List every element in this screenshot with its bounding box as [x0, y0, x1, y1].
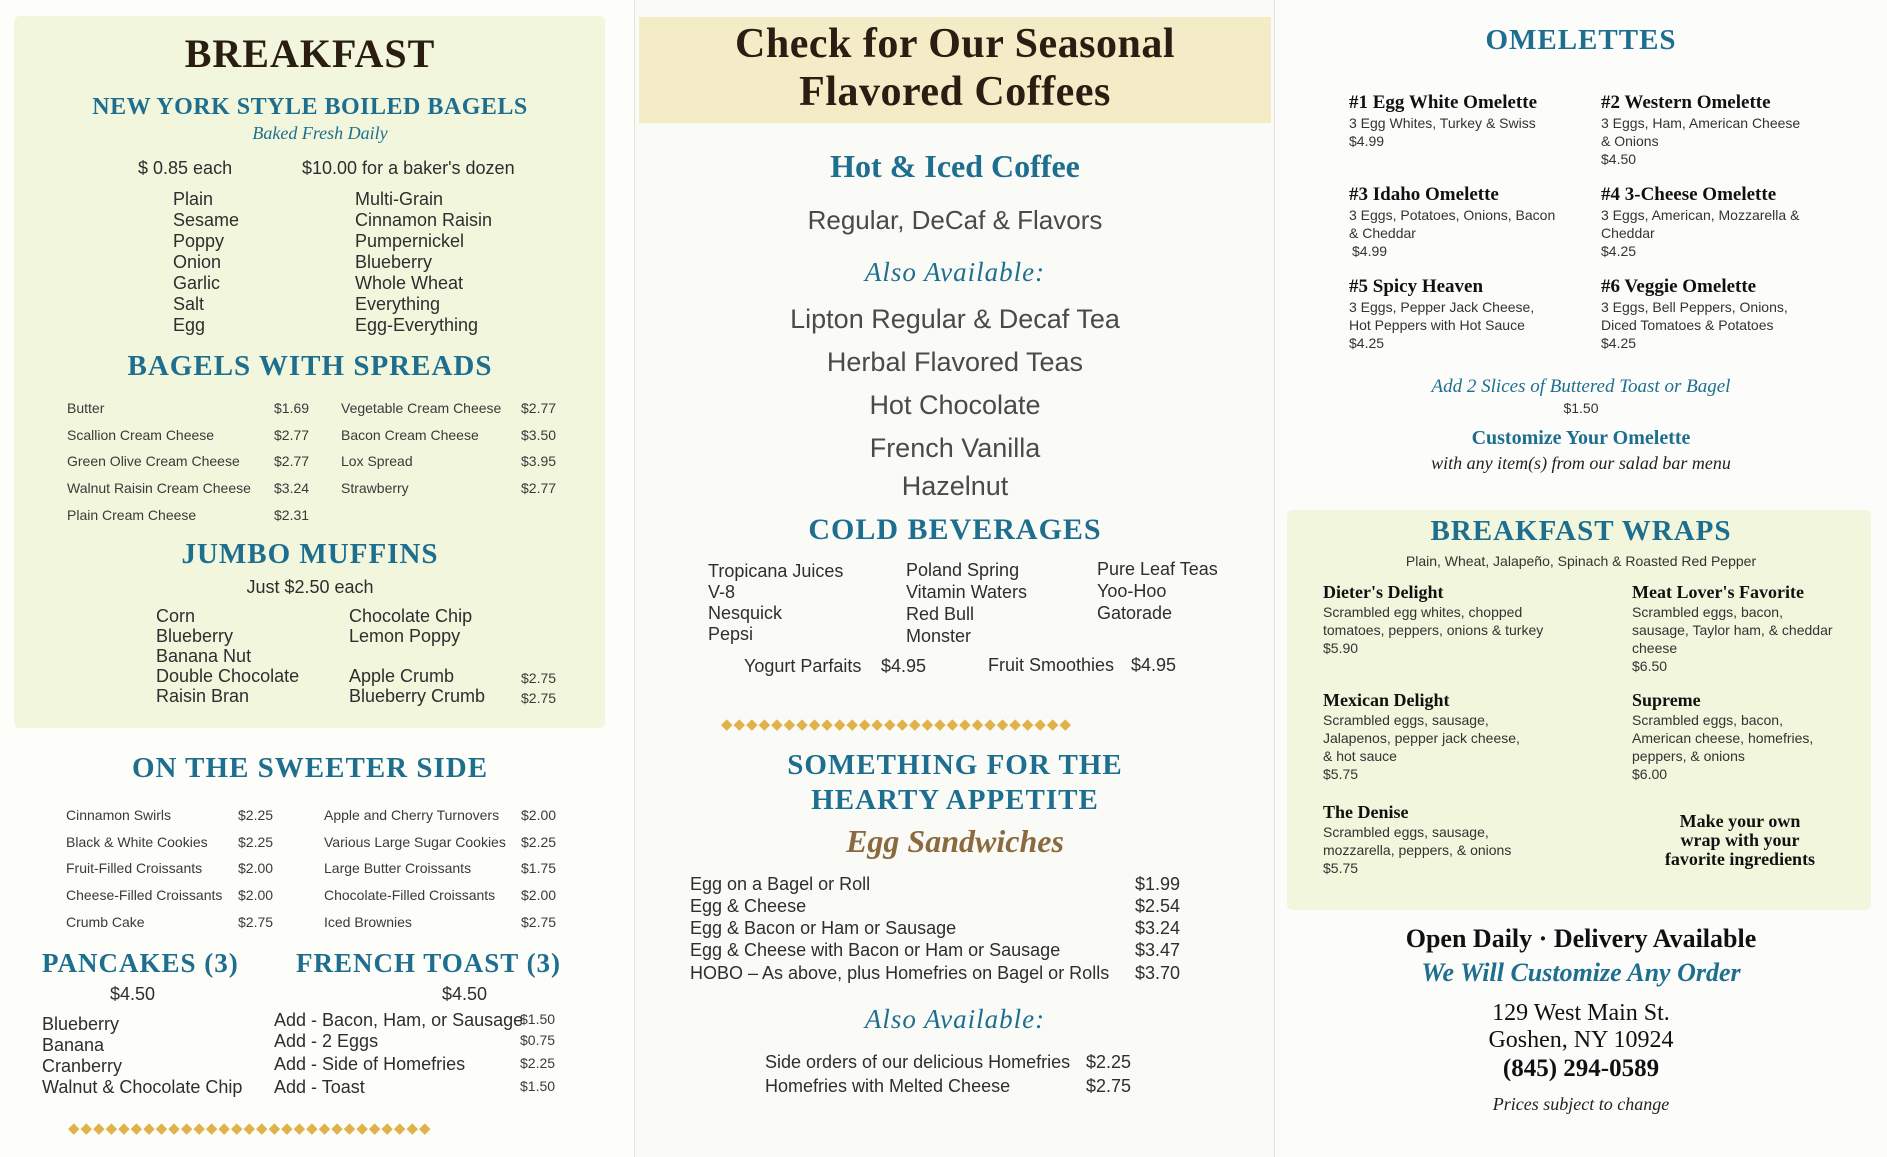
toast-addon-price: $1.50 — [1563, 400, 1599, 416]
menu-item-price: $1.99 — [1135, 874, 1181, 894]
menu-item-price: $2.25 — [1086, 1052, 1132, 1072]
menu-item-price: $2.75 — [1086, 1076, 1132, 1096]
menu-item-price: $2.77 — [521, 480, 557, 496]
list-item: Red Bull — [906, 604, 975, 624]
list-item: Hazelnut — [901, 471, 1009, 501]
wrap-price: $5.90 — [1323, 640, 1359, 656]
menu-item-price: $2.25 — [238, 834, 274, 850]
wrap-desc: American cheese, homefries, — [1632, 730, 1814, 746]
menu-item-name: Cinnamon Swirls — [66, 807, 172, 823]
omelette-item — [1601, 92, 1861, 168]
wrap-name: Dieter's Delight — [1323, 582, 1444, 602]
omelette-price: $4.25 — [1601, 243, 1637, 259]
also-available-heading-2: Also Available: — [864, 1004, 1046, 1034]
wrap-desc: Jalapenos, pepper jack cheese, — [1323, 730, 1520, 746]
menu-item-name: Fruit Smoothies — [988, 655, 1115, 675]
cold-list-1 — [708, 561, 843, 645]
heading-line: HEARTY APPETITE — [811, 784, 1099, 816]
make-own-line: favorite ingredients — [1664, 849, 1816, 869]
menu-item-price: $2.00 — [238, 860, 274, 876]
menu-item-name: Vegetable Cream Cheese — [341, 400, 502, 416]
menu-item-name: Side orders of our delicious Homefries — [765, 1052, 1071, 1072]
list-item: Lipton Regular & Decaf Tea — [790, 304, 1120, 334]
wrap-desc: cheese — [1632, 640, 1678, 656]
omelettes-heading: OMELETTES — [1485, 24, 1677, 56]
omelette-desc: & Onions — [1601, 133, 1659, 149]
menu-item-price: $4.95 — [881, 656, 927, 676]
wrap-name: Supreme — [1632, 690, 1701, 710]
list-item: Gatorade — [1097, 603, 1173, 623]
list-item: Walnut & Chocolate Chip — [42, 1077, 243, 1097]
menu-item-name: Large Butter Croissants — [324, 860, 472, 876]
list-item: Pumpernickel — [355, 231, 465, 251]
menu-item-name: Green Olive Cream Cheese — [67, 453, 240, 469]
list-item: Poland Spring — [906, 560, 1020, 580]
wrap-item — [1323, 582, 1583, 657]
coffee-heading: Hot & Iced Coffee — [830, 148, 1080, 184]
wrap-price: $6.50 — [1632, 658, 1668, 674]
address-line-2: Goshen, NY 10924 — [1488, 1027, 1674, 1053]
also-available-heading: Also Available: — [864, 257, 1046, 287]
banner-line: Check for Our Seasonal — [735, 21, 1175, 67]
omelette-name: #5 Spicy Heaven — [1349, 276, 1484, 297]
pancakes-heading: PANCAKES (3) — [42, 948, 239, 978]
omelette-name: #4 3-Cheese Omelette — [1601, 184, 1777, 205]
wrap-desc: Scrambled eggs, sausage, — [1323, 712, 1489, 728]
wrap-types: Plain, Wheat, Jalapeño, Spinach & Roasted Red Pepper — [1405, 553, 1757, 569]
menu-item-name: Egg & Cheese — [690, 896, 807, 916]
menu-item-price: $2.25 — [238, 807, 274, 823]
list-item: Corn — [156, 606, 196, 626]
omelette-item — [1601, 184, 1861, 260]
bagel-price-dozen: $10.00 for a baker's dozen — [302, 158, 515, 178]
menu-item-name: Fruit-Filled Croissants — [66, 860, 203, 876]
menu-item-name: Add - 2 Eggs — [274, 1031, 379, 1051]
menu-item-name: Crumb Cake — [66, 914, 145, 930]
list-item: Pure Leaf Teas — [1097, 559, 1218, 579]
menu-item-name: Plain Cream Cheese — [67, 507, 197, 523]
menu-item-price: $2.54 — [1135, 896, 1181, 916]
customize-omelette: Customize Your Omelette — [1471, 427, 1691, 449]
list-item: Garlic — [173, 273, 221, 293]
wrap-desc: peppers, & onions — [1632, 748, 1745, 764]
menu-item-price: $2.75 — [521, 914, 557, 930]
menu-item-name: Black & White Cookies — [66, 834, 208, 850]
hearty-heading — [635, 748, 1275, 818]
omelette-desc: 3 Eggs, Ham, American Cheese — [1601, 115, 1801, 131]
menu-item-name: Chocolate-Filled Croissants — [324, 887, 496, 903]
menu-item-price: $4.95 — [1131, 655, 1177, 675]
omelette-desc: Cheddar — [1601, 225, 1655, 241]
list-item: Chocolate Chip — [349, 606, 473, 626]
omelette-desc: 3 Egg Whites, Turkey & Swiss — [1349, 115, 1536, 131]
open-daily: Open Daily · Delivery Available — [1405, 924, 1757, 953]
menu-item-name: Strawberry — [341, 480, 409, 496]
bagel-list-2 — [355, 189, 492, 336]
list-item: Cinnamon Raisin — [355, 210, 493, 230]
list-item: Blueberry — [355, 252, 433, 272]
list-item: Egg-Everything — [355, 315, 479, 335]
menu-item-name: Apple and Cherry Turnovers — [324, 807, 500, 823]
list-item: Banana — [42, 1035, 105, 1055]
omelette-desc: 3 Eggs, Bell Peppers, Onions, — [1601, 299, 1788, 315]
menu-item-price: $2.75 — [521, 690, 557, 706]
wrap-price: $5.75 — [1323, 860, 1359, 876]
list-item: Tropicana Juices — [708, 561, 844, 581]
diamond-divider: ◆◆◆◆◆◆◆◆◆◆◆◆◆◆◆◆◆◆◆◆◆◆◆◆◆◆◆◆ — [721, 716, 1072, 733]
wrap-name: Meat Lover's Favorite — [1632, 582, 1804, 602]
menu-item-name: Scallion Cream Cheese — [67, 427, 215, 443]
wrap-item — [1323, 690, 1583, 783]
menu-item-price: $3.50 — [521, 427, 557, 443]
omelette-price: $4.99 — [1352, 243, 1388, 259]
menu-item-price: $2.75 — [521, 670, 557, 686]
menu-item-price: $0.75 — [520, 1032, 556, 1048]
omelette-item — [1349, 184, 1589, 260]
menu-item-price: $2.00 — [521, 807, 557, 823]
wrap-item — [1632, 690, 1872, 783]
list-item: Blueberry — [156, 626, 234, 646]
spreads-heading: BAGELS WITH SPREADS — [127, 350, 493, 382]
omelettes-panel — [1275, 0, 1887, 1157]
toast-addon: Add 2 Slices of Buttered Toast or Bagel — [1431, 376, 1731, 397]
menu-item-price: $1.69 — [274, 400, 310, 416]
wrap-desc: sausage, Taylor ham, & cheddar — [1632, 622, 1833, 638]
seasonal-banner-text — [639, 20, 1271, 116]
wrap-item — [1323, 802, 1583, 877]
wrap-desc: Scrambled egg whites, chopped — [1323, 604, 1523, 620]
breakfast-title: BREAKFAST — [184, 31, 436, 76]
menu-item-name: Iced Brownies — [324, 914, 412, 930]
list-item: Onion — [173, 252, 222, 272]
coffee-line: Regular, DeCaf & Flavors — [807, 205, 1103, 235]
menu-item-name: Yogurt Parfaits — [744, 656, 862, 676]
menu-item-price: $1.75 — [521, 860, 557, 876]
list-item: Multi-Grain — [355, 189, 444, 209]
french-toast-price: $4.50 — [442, 984, 488, 1004]
list-item: Blueberry Crumb — [349, 686, 486, 706]
menu-item-price: $3.70 — [1135, 963, 1181, 983]
list-item: Yoo-Hoo — [1097, 581, 1167, 601]
menu-item-name: Various Large Sugar Cookies — [324, 834, 506, 850]
list-item: Monster — [906, 626, 972, 646]
menu-item-name: Egg on a Bagel or Roll — [690, 874, 871, 894]
pancakes-price: $4.50 — [110, 984, 156, 1004]
cold-list-2 — [906, 559, 1027, 647]
menu-item-name: Bacon Cream Cheese — [341, 427, 479, 443]
wrap-desc: & hot sauce — [1323, 748, 1397, 764]
menu-item-price: $3.47 — [1135, 940, 1181, 960]
menu-item-name: Walnut Raisin Cream Cheese — [67, 480, 251, 496]
sweeter-heading: ON THE SWEETER SIDE — [131, 752, 489, 784]
menu-item-price: $2.25 — [521, 834, 557, 850]
bagel-price-each: $ 0.85 each — [138, 158, 233, 178]
banner-line: Flavored Coffees — [799, 69, 1111, 115]
list-item: Poppy — [173, 231, 225, 251]
address-line-1: 129 West Main St. — [1492, 1000, 1670, 1026]
phone-number: (845) 294-0589 — [1502, 1055, 1660, 1082]
pancake-list — [42, 1014, 242, 1098]
list-item: French Vanilla — [869, 433, 1041, 463]
wrap-desc: mozzarella, peppers, & onions — [1323, 842, 1512, 858]
menu-item-price: $2.25 — [520, 1055, 556, 1071]
muffin-list-1 — [156, 606, 299, 706]
list-item: V-8 — [708, 582, 736, 602]
menu-item-price: $2.00 — [521, 887, 557, 903]
diamond-divider: ◆◆◆◆◆◆◆◆◆◆◆◆◆◆◆◆◆◆◆◆◆◆◆◆◆◆◆◆◆ — [68, 1120, 432, 1137]
menu-item-price: $1.50 — [520, 1011, 556, 1027]
wrap-name: The Denise — [1323, 802, 1409, 822]
egg-sandwiches-heading: Egg Sandwiches — [846, 823, 1064, 859]
menu-item-price: $3.24 — [274, 480, 310, 496]
menu-item-name: Homefries with Melted Cheese — [765, 1076, 1011, 1096]
omelette-price: $4.50 — [1601, 151, 1637, 167]
menu-item-price: $2.77 — [274, 453, 310, 469]
wrap-price: $6.00 — [1632, 766, 1668, 782]
menu-item-price: $1.50 — [520, 1078, 556, 1094]
wrap-item — [1632, 582, 1872, 675]
french-toast-heading: FRENCH TOAST (3) — [296, 948, 562, 978]
omelette-desc: 3 Eggs, American, Mozzarella & — [1601, 207, 1800, 223]
omelette-name: #3 Idaho Omelette — [1349, 184, 1499, 205]
menu-item-price: $2.31 — [274, 507, 310, 523]
menu-item-name: Butter — [67, 400, 105, 416]
list-item: Pepsi — [708, 624, 754, 644]
omelette-desc: Diced Tomatoes & Potatoes — [1601, 317, 1774, 333]
menu-item-price: $2.75 — [238, 914, 274, 930]
omelette-desc: Hot Peppers with Hot Sauce — [1349, 317, 1525, 333]
omelette-price: $4.25 — [1601, 335, 1637, 351]
menu-item-name: Lox Spread — [341, 453, 413, 469]
menu-item-price: $2.00 — [238, 887, 274, 903]
wrap-price: $5.75 — [1323, 766, 1359, 782]
omelette-name: #2 Western Omelette — [1601, 92, 1771, 113]
omelette-price: $4.25 — [1349, 335, 1385, 351]
list-item: Banana Nut — [156, 646, 252, 666]
bagels-heading: NEW YORK STYLE BOILED BAGELS — [92, 94, 528, 120]
list-item: Lemon Poppy — [349, 626, 461, 646]
customize-any-order: We Will Customize Any Order — [1421, 958, 1741, 987]
list-item: Everything — [355, 294, 441, 314]
menu-item-price: $3.95 — [521, 453, 557, 469]
bagel-list-1 — [173, 189, 239, 336]
list-item: Hot Chocolate — [869, 390, 1041, 420]
wrap-name: Mexican Delight — [1323, 690, 1450, 710]
omelette-price: $4.99 — [1349, 133, 1385, 149]
menu-item-price: $2.77 — [521, 400, 557, 416]
list-item: Cranberry — [42, 1056, 123, 1076]
cold-heading: COLD BEVERAGES — [808, 513, 1102, 546]
omelette-name: #6 Veggie Omelette — [1601, 276, 1757, 297]
omelette-item — [1349, 276, 1589, 352]
omelette-item — [1601, 276, 1861, 352]
list-item: Nesquick — [708, 603, 783, 623]
menu-item-name: HOBO – As above, plus Homefries on Bagel or Rolls — [690, 963, 1110, 983]
list-item: Egg — [173, 315, 206, 335]
list-item: Herbal Flavored Teas — [826, 347, 1084, 377]
list-item: Vitamin Waters — [906, 582, 1028, 602]
list-item: Raisin Bran — [156, 686, 250, 706]
wraps-heading: BREAKFAST WRAPS — [1430, 515, 1732, 547]
list-item: Sesame — [173, 210, 240, 230]
bagels-subheading: Baked Fresh Daily — [252, 123, 388, 143]
omelette-name: #1 Egg White Omelette — [1349, 92, 1538, 113]
hot-drinks-list — [635, 298, 1275, 508]
menu-item-price: $3.24 — [1135, 918, 1181, 938]
omelette-item — [1349, 92, 1589, 150]
muffins-heading: JUMBO MUFFINS — [181, 538, 439, 570]
wrap-desc: Scrambled eggs, bacon, — [1632, 604, 1783, 620]
wrap-desc: Scrambled eggs, sausage, — [1323, 824, 1489, 840]
menu-item-name: Cheese-Filled Croissants — [66, 887, 223, 903]
wrap-desc: Scrambled eggs, bacon, — [1632, 712, 1783, 728]
omelette-desc: & Cheddar — [1349, 225, 1416, 241]
menu-item-name: Add - Side of Homefries — [274, 1054, 466, 1074]
list-item: Double Chocolate — [156, 666, 300, 686]
coffee-panel — [635, 0, 1275, 1157]
list-item: Salt — [173, 294, 205, 314]
cold-list-3 — [1097, 558, 1218, 624]
list-item: Plain — [173, 189, 214, 209]
customize-omelette-sub: with any item(s) from our salad bar menu — [1431, 453, 1731, 473]
breakfast-panel — [0, 0, 635, 1157]
make-own-line: Make your own — [1679, 811, 1801, 831]
wrap-desc: tomatoes, peppers, onions & turkey — [1323, 622, 1544, 638]
menu-item-name: Add - Bacon, Ham, or Sausage — [274, 1010, 524, 1030]
omelette-desc: 3 Eggs, Potatoes, Onions, Bacon — [1349, 207, 1556, 223]
muffins-price: Just $2.50 each — [246, 577, 374, 597]
menu-item-name: Egg & Bacon or Ham or Sausage — [690, 918, 957, 938]
price-note: Prices subject to change — [1492, 1094, 1670, 1114]
menu-item-price: $2.77 — [274, 427, 310, 443]
make-own-line: wrap with your — [1680, 830, 1800, 850]
list-item: Blueberry — [42, 1014, 120, 1034]
omelette-desc: 3 Eggs, Pepper Jack Cheese, — [1349, 299, 1535, 315]
list-item: Apple Crumb — [349, 666, 455, 686]
make-your-own-wrap — [1620, 812, 1860, 869]
heading-line: SOMETHING FOR THE — [787, 749, 1123, 781]
list-item: Whole Wheat — [355, 273, 464, 293]
menu-item-name: Add - Toast — [274, 1077, 365, 1097]
menu-item-name: Egg & Cheese with Bacon or Ham or Sausage — [690, 940, 1061, 960]
